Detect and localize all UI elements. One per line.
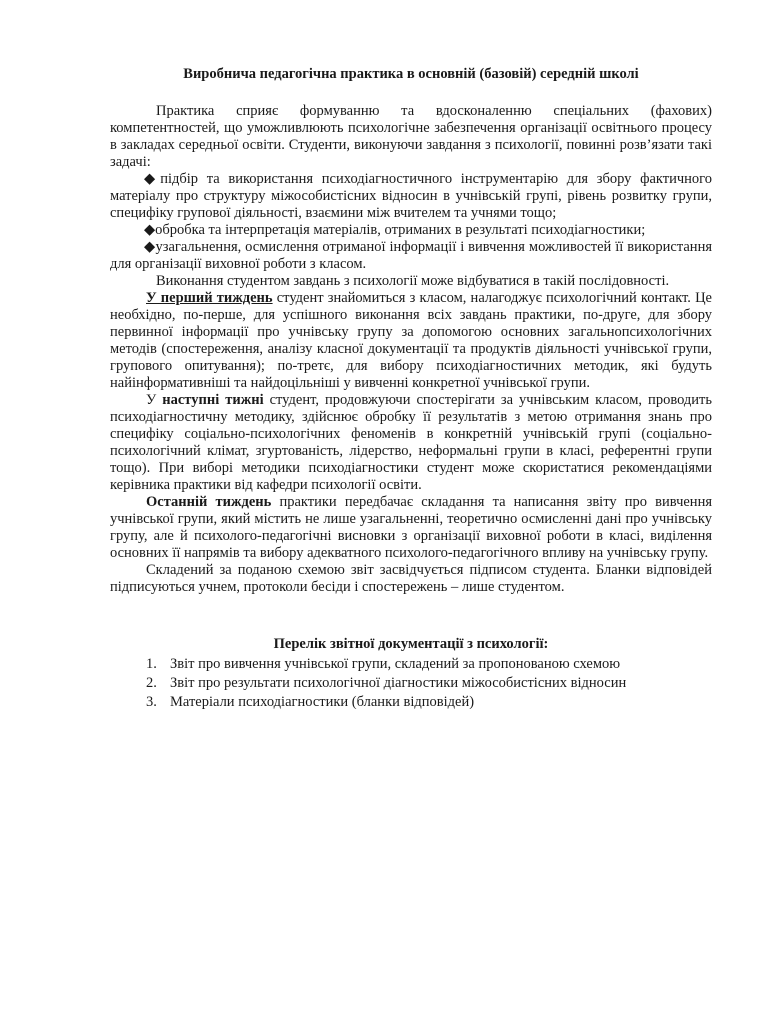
last-week-paragraph [110, 494, 712, 562]
intro-paragraph: Практика сприяє формуванню та вдосконаленню спеціальних (фахових) компетентностей, що уможливлюють психологічне забезпечення організації освітнього процесу в закладах середньої освіти. Студенти, виконуючи завдання з психології, повинні розв’язати такі задачі: [110, 103, 712, 170]
week1-text: студент знайомиться з класом, налагоджує психологічний контакт. Це необхідно, по-перше, для успішного виконання всіх завдань практики, по-друге, для збору первинної інформації про учнівську групу за допомогою основних загальнопсихологічних методів (спостереження, аналізу класної документації та продуктів діяльності учнівської групи, групового опитування); по-третє, для вибору психодіагностичних методик, які будуть найінформативніші та найдоцільніші у вивченні конкретної учнівської групи. [110, 290, 712, 391]
task-item [110, 171, 712, 222]
task-item [110, 239, 712, 273]
week1-label: У перший тиждень [146, 290, 273, 306]
list-item [110, 693, 712, 712]
diamond-bullet-icon: ◆ [144, 171, 161, 187]
document-body [110, 103, 712, 596]
last-week-text: практики передбачає складання та написання звіту про вивчення учнівської групи, який містить не лише узагальненні, теоретично осмисленні дані про учнівську групу, але й психолого-педагогічні висновки з організації виховної роботи в класі, виділення основних її напрямів та вибору адекватного психолого-педагогічного впливу на учнівську групу. [110, 494, 712, 561]
list-item [110, 655, 712, 674]
list-item [110, 674, 712, 693]
week1-paragraph [110, 290, 712, 392]
list-title: Перелік звітної документації з психології: [273, 636, 549, 652]
documentation-list [110, 655, 712, 712]
document-title: Виробнича педагогічна практика в основній (базовій) середній школі [183, 66, 639, 82]
next-weeks-label: наступні тижні [162, 392, 264, 408]
next-weeks-text: студент, продовжуючи спостерігати за учнівським класом, проводить психодіагностичну методику, здійснює обробку її результатів з метою отримання знань про специфіку соціально-психологічних феноменів в конкретній учнівській групі (соціально-психологічний клімат, згуртованість, лідерство, неформальні групи в класі, референтні групи тощо). При виборі методики психодіагностики студент може скористатися рекомендаціями керівника практики від кафедри психології освіти. [110, 392, 712, 493]
last-week-label: Останній тиждень [146, 494, 272, 510]
list-text: Матеріали психодіагностики (бланки відповідей) [170, 694, 475, 710]
sequence-intro: Виконання студентом завдань з психології може відбуватися в такій послідовності. [156, 273, 670, 289]
diamond-bullet-icon: ◆ [144, 222, 156, 238]
list-number: 2. [146, 675, 157, 691]
task-text: підбір та використання психодіагностичного інструментарію для збору фактичного матеріалу про структуру міжособистісних відносин в учнівській групі, рівень розвитку групи, специфіку групової діяльності, взаємини між вчителем та учнями тощо; [110, 171, 712, 221]
task-text: обробка та інтерпретація матеріалів, отриманих в результаті психодіагностики; [155, 222, 646, 238]
list-text: Звіт про результати психологічної діагностики міжособистісних відносин [170, 675, 627, 691]
next-weeks-paragraph [110, 392, 712, 494]
list-number: 3. [146, 694, 157, 710]
next-prefix: У [146, 392, 163, 408]
list-text: Звіт про вивчення учнівської групи, складений за пропонованою схемою [170, 656, 621, 672]
task-text: узагальнення, осмислення отриманої інформації і вивчення можливостей її використання для організації виховної роботи з класом. [110, 239, 712, 272]
list-number: 1. [146, 656, 157, 672]
diamond-bullet-icon: ◆ [144, 239, 156, 255]
task-item [110, 222, 712, 239]
report-note: Складений за поданою схемою звіт засвідчується підписом студента. Бланки відповідей підписуються учнем, протоколи бесіди і спостережень – лише студентом. [110, 562, 712, 595]
